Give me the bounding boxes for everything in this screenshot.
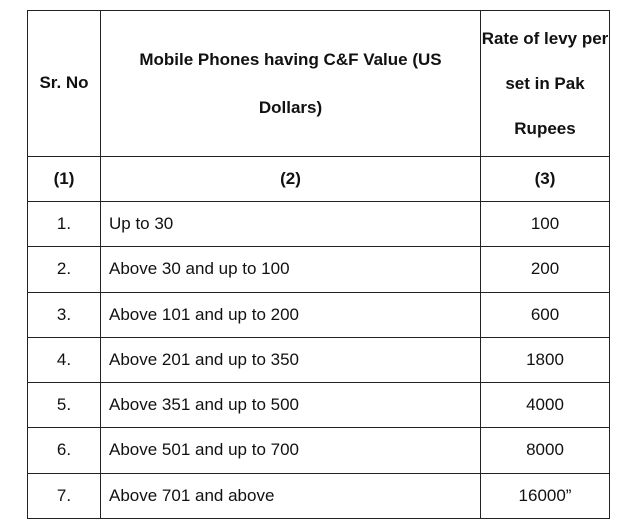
- row-sr-no: 1.: [28, 202, 101, 247]
- row-sr-no: 7.: [28, 473, 101, 518]
- table-row: [28, 337, 610, 382]
- table-row: [28, 383, 610, 428]
- column-number-1: (1): [28, 157, 101, 202]
- header-description-text: Mobile Phones having C&F Value (US Dollars): [139, 49, 442, 117]
- column-number-row: [28, 157, 610, 202]
- column-number-3: (3): [481, 157, 610, 202]
- levy-rate-table: [27, 10, 610, 519]
- row-sr-no: 3.: [28, 292, 101, 337]
- header-row: [28, 11, 610, 157]
- table-row: [28, 473, 610, 518]
- row-description: Above 701 and above: [101, 473, 481, 518]
- header-rate: [481, 11, 610, 157]
- row-sr-no: 2.: [28, 247, 101, 292]
- row-rate: 8000: [481, 428, 610, 473]
- row-rate: 1800: [481, 337, 610, 382]
- row-description: Above 30 and up to 100: [101, 247, 481, 292]
- header-sr-no: [28, 11, 101, 157]
- row-rate: 600: [481, 292, 610, 337]
- table-row: [28, 202, 610, 247]
- header-description: [101, 11, 481, 157]
- table-row: [28, 428, 610, 473]
- column-number-2: (2): [101, 157, 481, 202]
- header-sr-no-text: Sr. No: [39, 73, 89, 93]
- table-row: [28, 292, 610, 337]
- row-description: Above 501 and up to 700: [101, 428, 481, 473]
- row-description: Up to 30: [101, 202, 481, 247]
- row-rate: 16000”: [481, 473, 610, 518]
- header-rate-text: Rate of levy per set in Pak Rupees: [481, 29, 609, 138]
- row-sr-no: 4.: [28, 337, 101, 382]
- row-description: Above 101 and up to 200: [101, 292, 481, 337]
- row-sr-no: 6.: [28, 428, 101, 473]
- cropped-next-line: [0, 519, 640, 525]
- row-rate: 4000: [481, 383, 610, 428]
- row-description: Above 351 and up to 500: [101, 383, 481, 428]
- row-sr-no: 5.: [28, 383, 101, 428]
- row-description: Above 201 and up to 350: [101, 337, 481, 382]
- row-rate: 200: [481, 247, 610, 292]
- row-rate: 100: [481, 202, 610, 247]
- table-row: [28, 247, 610, 292]
